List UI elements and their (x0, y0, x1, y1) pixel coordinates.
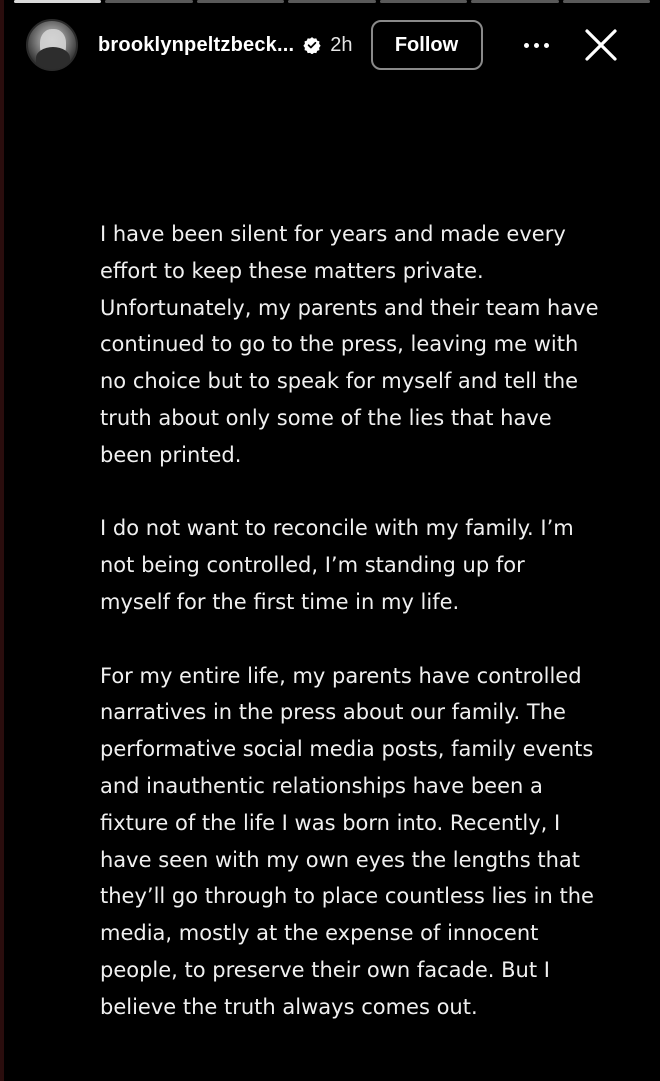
story-header (26, 16, 646, 74)
progress-segment (197, 0, 284, 3)
paragraph: I do not want to reconcile with my family. I’m not being controlled, I’m standing up for myself for the first time in my life. (100, 516, 574, 614)
story-text (100, 216, 600, 1026)
progress-segment (14, 0, 101, 3)
verified-badge-icon (303, 36, 321, 54)
progress-segment (471, 0, 558, 3)
paragraph: I have been silent for years and made every effort to keep these matters private. Unfortunately, my parents and their team have continued to go to the press, leaving me with no choice but to speak for myself and tell the truth about only some of the lies that have been printed. (100, 222, 599, 467)
progress-segment (563, 0, 650, 3)
dot (524, 43, 529, 48)
progress-segment (105, 0, 192, 3)
progress-segment (380, 0, 467, 3)
post-time: 2h (330, 33, 353, 56)
username[interactable]: brooklynpeltzbeck... (98, 33, 295, 56)
dot (534, 43, 539, 48)
follow-button[interactable]: Follow (371, 20, 483, 70)
more-options-icon[interactable] (521, 30, 553, 60)
paragraph: For my entire life, my parents have controlled narratives in the press about our family. The performative social media posts, family events and inauthentic relationships have been a fixture of the life I was born into. Recently, I have seen with my own eyes the lengths that they’ll go through to place countless lies in the media, mostly at the expense of innocent people, to preserve their own facade. But I believe the truth always comes out. (100, 663, 594, 1019)
dot (544, 43, 549, 48)
close-icon[interactable] (583, 27, 619, 63)
avatar[interactable] (26, 19, 78, 71)
story-progress-bar (14, 0, 650, 3)
progress-segment (288, 0, 375, 3)
avatar-shoulders (36, 47, 70, 69)
